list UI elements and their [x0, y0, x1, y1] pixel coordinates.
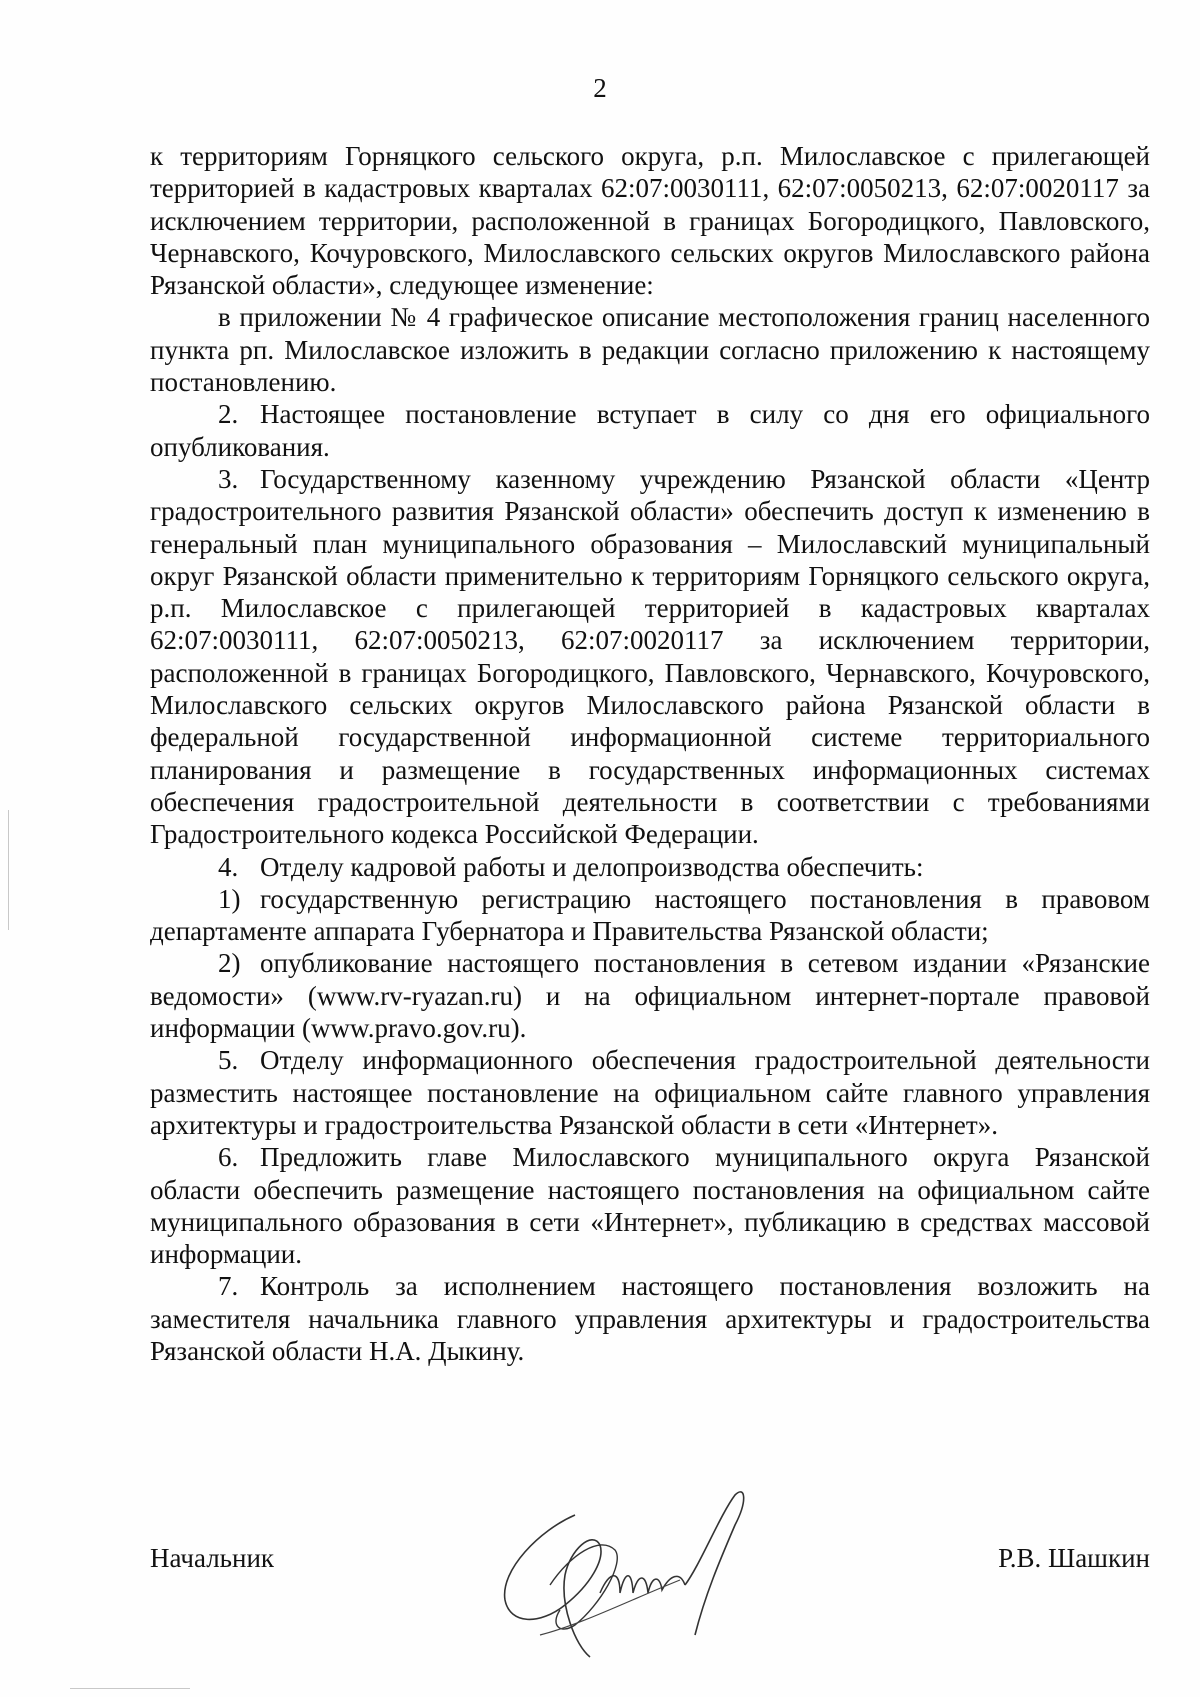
- paragraph-number: 4.: [218, 851, 239, 882]
- paragraph-text: государственную регистрацию настоящего постановления в правовом департаменте аппарата Губернатора и Правительства Рязанской области;: [150, 883, 1150, 947]
- paragraph-text: Отделу кадровой работы и делопроизводства обеспечить:: [260, 851, 924, 882]
- paragraph-text: в приложении № 4 графическое описание местоположения границ населенного пункта рп. Милославское изложить в редакции согласно приложению к настоящему постановлению.: [150, 302, 1150, 398]
- paragraph-item-2: [150, 398, 1150, 463]
- signatory-name: Р.В. Шашкин: [998, 1543, 1150, 1573]
- paragraph-number: 2.: [218, 399, 239, 430]
- paragraph-subitem-1: [150, 883, 1150, 948]
- paragraph-number: 1): [218, 883, 241, 914]
- paragraph-2: [150, 301, 1150, 398]
- paragraph-subitem-2: [150, 947, 1150, 1044]
- paragraph-number: 7.: [218, 1271, 239, 1302]
- paragraph-item-4: [150, 851, 1150, 883]
- paragraph-text: Контроль за исполнением настоящего постановления возложить на заместителя начальника главного управления архитектуры и градостроительства Рязанской области Н.А. Дыкину.: [150, 1271, 1150, 1366]
- paragraph-text: опубликование настоящего постановления в сетевом издании «Рязанские ведомости» (www.rv-ryazan.ru) и на официальном интернет-портале правовой информации (www.pravo.gov.ru).: [150, 948, 1150, 1044]
- paragraph-item-5: [150, 1044, 1150, 1141]
- paragraph-item-3: [150, 463, 1150, 851]
- paragraph-number: 6.: [218, 1142, 239, 1173]
- paragraph-number: 3.: [218, 463, 239, 494]
- paragraph-text: Настоящее постановление вступает в силу со дня его официального опубликования.: [150, 399, 1150, 462]
- scan-edge-mark: [70, 1688, 190, 1689]
- paragraph-1: [150, 140, 1150, 301]
- document-body: [150, 140, 1150, 1367]
- scan-edge-mark: [8, 810, 9, 930]
- signatory-position: Начальник: [150, 1543, 275, 1573]
- paragraph-text: Государственному казенному учреждению Рязанской области «Центр градостроительного развития Рязанской области» обеспечить доступ к изменению в генеральный план муниципального образования – Милославский муниципальный округ Рязанской области применительно к территориям Горняцкого сельского округа, р.п. Милославское с прилегающей территорией в кадастровых кварталах 62:07:0030111, 62:07:0050213, 62:07:0020117 за исключением территории, расположенной в границах Богородицкого, Павловского, Чернавского, Кочуровского, Милославского сельских округов Милославского района Рязанской области в федеральной государственной информационной системе территориального планирования и размещение в государственных информационных системах обеспечения градостроительной деятельности в соответствии с требованиями Градостроительного кодекса Российской Федерации.: [150, 463, 1150, 850]
- paragraph-text: к территориям Горняцкого сельского округа, р.п. Милославское с прилегающей территорией в кадастровых кварталах 62:07:0030111, 62:07:0050213, 62:07:0020117 за исключением территории, расположенной в границах Богородицкого, Павловского, Чернавского, Кочуровского, Милославского сельских округов Милославского района Рязанской области», следующее изменение:: [150, 141, 1150, 301]
- paragraph-text: Предложить главе Милославского муниципального округа Рязанской области обеспечить размещение настоящего постановления на официальном сайте муниципального образования в сети «Интернет», публикацию в средствах массовой информации.: [150, 1142, 1150, 1270]
- signature-block: [150, 1542, 1150, 1582]
- paragraph-text: Отделу информационного обеспечения градостроительной деятельности разместить настоящее постановление на официальном сайте главного управления архитектуры и градостроительства Рязанской области в сети «Интернет».: [150, 1045, 1150, 1140]
- paragraph-item-7: [150, 1270, 1150, 1367]
- paragraph-item-6: [150, 1141, 1150, 1270]
- page-number: 2: [593, 73, 607, 103]
- paragraph-number: 5.: [218, 1045, 239, 1076]
- paragraph-number: 2): [218, 948, 241, 979]
